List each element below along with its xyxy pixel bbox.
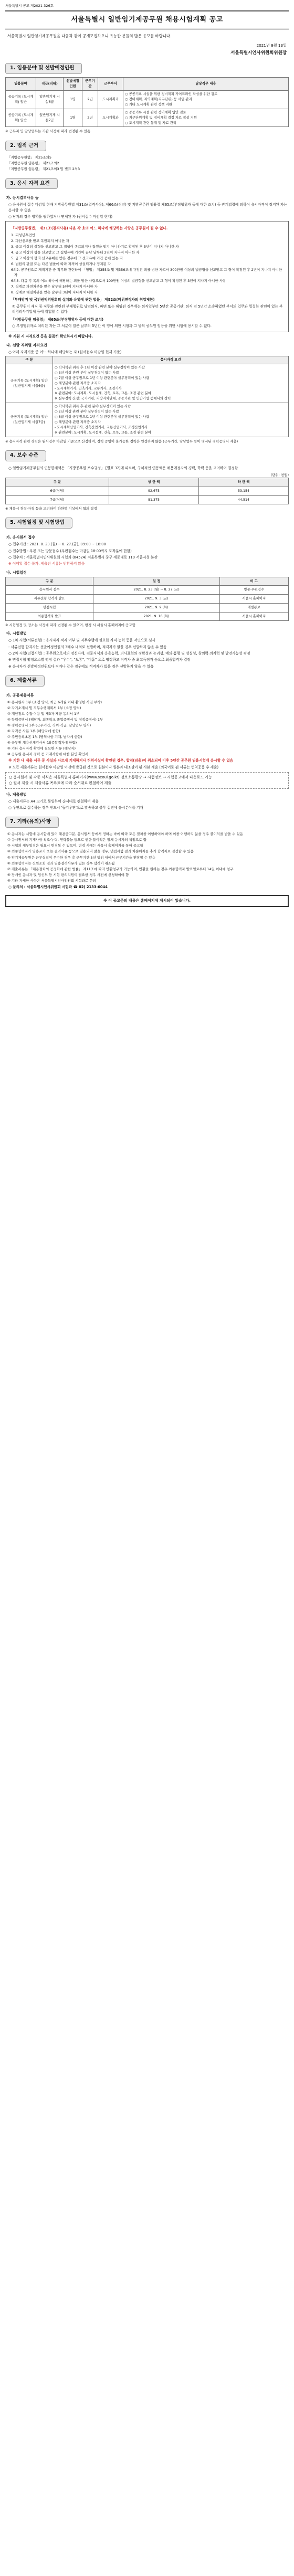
- cell-stage: 최종합격자 발표: [6, 612, 93, 621]
- list-item: 4. 금고 이상의 형을 선고받고 그 집행유예 기간이 끝난 날부터 2년이 지나지 아니한 자: [11, 250, 140, 255]
- col-header: 비 고: [219, 577, 288, 586]
- col-header: 일 정: [93, 577, 219, 586]
- paragraph: ○ 응시원서 접수 마감일 현재 지방공무원법 제31조(결격사유), 제66조(정년) 및 지방공무원 임용령 제65조(부정행위자 등에 대한 조치) 등 관계법령에 의하여 응시자격이 정지된 자는 응시할 수 없음: [8, 203, 287, 213]
- table-row: [6, 603, 289, 612]
- list-item: 6의3. 다음 각 목의 어느 하나에 해당하는 죄를 범한 사람으로서 100만원 이상의 벌금형을 선고받고 그 형이 확정된 후 3년이 지나지 아니한 사람: [11, 279, 226, 283]
- col-header: 상 한 액: [109, 478, 199, 487]
- document-page: [0, 0, 294, 914]
- col-header: 응시자격 요건: [53, 356, 289, 364]
- list-item: ⑩ 공무원 응시자 경력 등 기재사항에 대한 본인 확인서: [7, 752, 89, 757]
- list-item: ③ 개인정보 수집·이용 및 제3자 제공 동의서 1부: [7, 711, 80, 716]
- law-title: 「지방공무원법」 제31조(결격사유) 다음 각 호의 어느 하나에 해당하는 사람은 공무원이 될 수 없다.: [11, 226, 168, 231]
- section-heading: 2. 법적 근거: [5, 141, 46, 152]
- paragraph: ※ 면접시험 평정요소별 평정 결과 “우수”, “보통”, “미흡” 으로 평정하고 적격자 중 최고득점자 순으로 최종합격자 결정: [8, 658, 191, 662]
- requirements-table: [5, 356, 289, 437]
- col-header: 근무기간: [82, 78, 98, 91]
- list-item: ① 응시원서 1부 (소정 양식, 최근 6개월 이내 촬영한 사진 부착): [7, 700, 102, 704]
- section-schedule: [5, 518, 289, 669]
- list-item: 「지방공무원 임용령」 제21조의3 및 별표 2의3: [7, 167, 80, 172]
- cell-lower: 53,154: [199, 487, 289, 495]
- section-salary: [5, 450, 289, 512]
- cell-lower: 44,514: [199, 495, 289, 504]
- cell-grade: 일반임기제 시설7급: [36, 109, 64, 127]
- cell-grade: 일반임기제 시설6급: [36, 90, 64, 109]
- list-item: ⑧ 장애인 응시자 및 임신부 등 시험 편의지원이 필요한 경우 사전에 신청하여야 함: [7, 872, 129, 877]
- subheading: 다. 시험방법: [6, 631, 27, 636]
- col-header: 근무부서: [98, 78, 123, 91]
- contact-info: ○ 문의처 : 서울특별시인사위원회 시험과 ☎ 02) 2133-6044: [8, 884, 108, 889]
- subheading: 나. 선발 직위별 자격요건: [6, 343, 47, 347]
- cell-date: 2021. 9. 3.(금): [93, 595, 219, 604]
- paragraph: ① 공무원이 재직 중 직무와 관련된 부패행위로 당연퇴직, 파면 또는 해임된 경우에는 퇴직일부터 5년간 공공기관, 퇴직 전 5년간 소속하였던 부서의 업무와 밀접한 관련이 있는 부리영리사기업체 등에 취업할 수 없다.: [12, 304, 283, 314]
- salary-note: ※ 채용시 경력·자격 등을 고려하여 하한액 이상에서 협의 결정: [5, 506, 97, 511]
- list-item: ⑥ 자격증 사본 1부 (해당자에 한함): [7, 729, 60, 734]
- section-heading: 7. 기타(유의)사항: [5, 817, 59, 828]
- unit-label: (단위: 천원): [270, 473, 289, 478]
- paragraph: ○ 접수처 : 서울특별시인사위원회 시험과 (04524) 서울특별시 중구 세종대로 110 서울시청 본관: [8, 555, 158, 559]
- list-item: ④ 학력증명서 (해당자, 최종학교 졸업증명서 및 성적증명서) 1부: [7, 717, 103, 722]
- cell-count: 1명: [64, 109, 82, 127]
- title-box: [5, 10, 289, 29]
- table-row: [6, 586, 289, 595]
- table-row: [6, 612, 289, 621]
- list-item: 2. 파산선고를 받고 복권되지 아니한 자: [11, 238, 69, 243]
- col-header: 하 한 액: [199, 478, 289, 487]
- requirements-note: ※ 응시자격 관련 경력은 원서접수 마감일 기준으로 산정하며, 경력 증명이 불가능한 경력은 인정하지 않음 (근무기간, 담당업무 등이 명시된 경력증명서 제출): [5, 439, 238, 444]
- list-item: ⑤ 경력증명서 1부 (근무기간, 직위·직급, 담당업무 명시): [7, 723, 91, 728]
- list-item: 3. 금고 이상의 실형을 선고받고 그 집행이 종료되거나 집행을 받지 아니하기로 확정된 후 5년이 지나지 아니한 자: [11, 244, 179, 249]
- col-header: 구 분: [6, 577, 93, 586]
- list-item: 5. 금고 이상의 형의 선고유예를 받은 경우에 그 선고유예 기간 중에 있는 자: [11, 256, 123, 260]
- law-title: 「부패방지 및 국민권익위원회의 설치와 운영에 관한 법률」 제82조(비위면직자의 취업제한): [11, 298, 155, 302]
- section-heading: 1. 임용분야 및 선발예정인원: [5, 63, 82, 74]
- page-title: 서울특별시 일반임기제공무원 채용시험계획 공고: [71, 16, 223, 24]
- positions-table: [5, 77, 289, 127]
- positions-note: ※ 근무지 및 담당업무는 기관 사정에 따라 변경될 수 있음: [5, 129, 91, 134]
- cell-dept: 도시계획과: [98, 90, 123, 109]
- cell-remark: 서울시 홈페이지: [219, 612, 288, 621]
- paragraph: ※ 응시자가 선발예정인원보다 적거나 같은 경우에도 적격자가 없을 경우 선발하지 않을 수 있음: [8, 664, 154, 669]
- list-item: 8. 징계로 해임처분을 받은 날부터 3년이 지나지 아니한 자: [11, 290, 98, 295]
- paragraph: ○ 접수기간 : 2021. 8. 23.(월) ~ 8. 27.(금), 09:00 ~ 18:00: [8, 542, 106, 547]
- list-item: ④ 최종합격자가 임용포기 또는 결격사유 등으로 임용되지 않을 경우, 면접시험 결과 차순위자를 추가 합격자로 결정할 수 있음: [7, 849, 194, 854]
- section-heading: 3. 응시 자격 요건: [5, 178, 58, 189]
- list-item: ③ 시험의 세부일정은 필요시 변경될 수 있으며, 변경 시에는 서울시 홈페이지를 통해 공고함: [7, 843, 143, 848]
- list-item: ① 응시자는 시험에 응시함에 있어 채용공고문, 응시원서 등에서 정하는 바에 따라 모든 절차를 이행하여야 하며 이를 이행하지 않을 경우 불이익을 받을 수 있음: [7, 832, 243, 837]
- col-header: 구 분: [6, 356, 53, 364]
- cell-date: 2021. 9. 9.(목): [93, 603, 219, 612]
- cell-remark: 개별통보: [219, 603, 288, 612]
- paragraph: ○ 제출서류는 A4 크기로 통일하여 순서대로 편철하여 제출: [8, 799, 99, 804]
- table-row: [6, 90, 289, 109]
- paragraph: ○ 1차 시험(서류전형) : 응시자격 적격 여부 및 직무수행에 필요한 자격·능력 등을 서면으로 심사: [8, 638, 155, 643]
- cell-duty: ○ 공공기록 시설을 위한 정비계획 가이드라인 작성을 위한 검토 ○ 정비계획, 지역계획(지구단위) 등 사업 관리 ○ 기타 도시계획 관련 정책 지원: [123, 90, 289, 109]
- paragraph: ○ 우편으로 접수하는 경우 반드시 '등기우편'으로 발송하고 봉투 겉면에 응시분야를 기재: [8, 806, 143, 810]
- cell-requirements: ○ 학사학위 취득 후 관련 분야 실무경력이 있는 사람 ○ 2년 이상 관련 분야 실무경력이 있는 사람 ○ 8급 이상 공무원으로 1년 이상 관련분야 실무경력이 있는 사람 ○ 해당분야 관련 자격증 소지자 - 도시계획산업기사, 건축산업기사, 교통산업기사, 조경산업기사 ※ 관련분야: 도시계획, 도시설계, 건축, 토목, 교통, 조경 관련 분야: [53, 403, 289, 437]
- cell-duty: ○ 공공기록 시설 관련 정비계획 입안 검토 ○ 지구단위계획 및 정비계획 결정 자료 작성 지원 ○ 도시계획 관련 통계 및 자료 관리: [123, 109, 289, 127]
- law-title: 「지방공무원 임용령」 제65조(부정행위자 등에 대한 조치): [11, 317, 104, 322]
- col-header: 선발예정인원: [64, 78, 82, 91]
- section-positions: [5, 63, 289, 134]
- paragraph: ※ 모든 제출서류는 원서접수 마감일 이전에 발급된 것으로 원본이나 원본과 대조필이 된 사본 제출 (외국어로 된 서류는 번역공증 후 제출): [8, 765, 219, 769]
- cell-upper: 81,375: [109, 495, 199, 504]
- forms-info-box: ○ 응시원서 및 각종 서식은 서울특별시 홈페이지(www.seoul.go.kr) 정보소통광장 → 시험정보 → 시험공고에서 다운로드 가능 ○ 원서 제출 시 제출서류 목록표에 따라 순서대로 편철하여 제출: [5, 772, 289, 789]
- list-item: 6의2. 공무원으로 재직기간 중 직무와 관련하여 「형법」 제355조 및 제356조에 규정된 죄를 범한 자로서 300만원 이상의 벌금형을 선고받고 그 형이 확정된 후 2년이 지나지 아니한 자: [11, 268, 282, 278]
- announcement-date: 2021년 8월 13일: [256, 43, 287, 48]
- cell-period: 2년: [82, 109, 98, 127]
- notes-list: [5, 831, 289, 883]
- legal-list: [5, 155, 289, 172]
- subheading: 나. 제출방법: [6, 792, 27, 797]
- schedule-table: [5, 577, 289, 621]
- cell-name: 공공기록 (도시계획) 일반 (일반임기제 시설6급): [6, 364, 53, 403]
- announcement-ref: 서울특별시 공고 제2021-326호: [5, 4, 54, 8]
- paragraph: ○ 부정행위자로 처리된 자는 그 처분이 있은 날부터 5년간 이 영에 의한 시험과 그 밖의 공무원 임용을 위한 시험에 응시할 수 없다.: [12, 323, 212, 328]
- paragraph: ○ 2차 시험(면접시험) : 공무원으로서의 정신자세, 전문지식과 응용능력, 의사표현의 정확성과 논리성, 예의·품행 및 성실성, 창의력·의지력 및 발전가능성 평정: [8, 651, 250, 656]
- section-notes: [5, 817, 289, 907]
- warning-text: ※ 기한 내 제출 서류 중 사실과 다르게 기재하거나 허위사실이 확인된 경우, 합격(임용)이 취소되며 이후 5년간 공무원 임용시험에 응시할 수 없음: [8, 758, 234, 763]
- table-row: [6, 403, 289, 437]
- section-heading: 5. 시험일정 및 시험방법: [5, 518, 72, 529]
- list-item: ⑦ 주민등록초본 1부 (병역사항 기재, 남자에 한함): [7, 735, 82, 740]
- list-item: ② 응시원서의 기재사항 착오·누락, 연락불능 등으로 인한 불이익은 일체 응시자의 책임으로 함: [7, 838, 147, 842]
- cell-name: 공공기록 (도시계획) 일반 (일반임기제 시설7급): [6, 403, 53, 437]
- list-item: 1. 피성년후견인: [11, 233, 35, 237]
- schedule-note: ※ 시험일정 및 장소는 사정에 따라 변경될 수 있으며, 변경 시 서울시 홈페이지에 공고함: [5, 623, 135, 628]
- list-item: 「지방공무원법」 제25조의5: [7, 155, 51, 160]
- cell-stage: 응시원서 접수: [6, 586, 93, 595]
- cell-period: 2년: [82, 90, 98, 109]
- cell-date: 2021. 8. 23.(월) ~ 8. 27.(금): [93, 586, 219, 595]
- salary-table: [5, 478, 289, 504]
- paragraph: ○ 남자의 경우 병역을 필하였거나 면제된 자 (원서접수 마감일 현재): [8, 215, 113, 219]
- list-item: ⑥ 최종합격자는 신원조회 결과 임용결격사유가 있는 경우 합격이 취소됨: [7, 861, 115, 865]
- cell-remark: 서울시 홈페이지: [219, 595, 288, 604]
- col-header: 임용분야: [6, 78, 36, 91]
- cell-requirements: ○ 학사학위 취득 후 1년 이상 관련 분야 실무경력이 있는 사람 ○ 3년 이상 관련 분야 실무경력이 있는 사람 ○ 7급 이상 공무원으로 1년 이상 관련분야 실무경력이 있는 사람 ○ 해당분야 관련 자격증 소지자 - 도시계획기사, 건축기사, 교통기사, 조경기사 ※ 관련분야: 도시계획, 도시설계, 건축, 토목, 교통, 조경 관련 분야 ※ 실무경력 산정: 국가기관, 지방자치단체, 공공기관 및 민간기업 등에서의 경력: [53, 364, 289, 403]
- list-item: ② 자기소개서 및 직무수행계획서 1부 (소정 양식): [7, 705, 81, 710]
- list-item: ⑧ 공무원 채용신체검사서 (최종합격자에 한함): [7, 741, 77, 745]
- col-header: 구 분: [6, 478, 109, 487]
- list-item: 6. 법원의 판결 또는 다른 법률에 따라 자격이 상실되거나 정지된 자: [11, 262, 111, 267]
- list-item: 「지방공무원 임용령」 제21조의2: [7, 161, 59, 166]
- paragraph: - 서류전형 합격자는 선발예정인원의 3배수 내외로 선발하며, 적격자가 없을 경우 선발하지 않을 수 있음: [8, 645, 167, 649]
- subheading: 가. 응시원서 접수: [6, 535, 35, 540]
- table-row: [6, 495, 289, 504]
- paragraph: ○ 아래 자격기준 중 어느 하나에 해당하는 자 (원서접수 마감일 현재 기준): [8, 350, 122, 354]
- cell-upper: 92,675: [109, 487, 199, 495]
- cell-stage: 서류전형 합격자 발표: [6, 595, 93, 604]
- table-row: [6, 109, 289, 127]
- section-eligibility: [5, 178, 289, 444]
- intro-text: 서울특별시 일반임기제공무원을 다음과 같이 공개모집하오니 유능한 분들의 많은 응모를 바랍니다.: [7, 34, 172, 39]
- section-heading: 6. 제출서류: [5, 675, 45, 687]
- paragraph: ○ 접수방법 : 우편 또는 방문접수 (우편접수는 마감일 18:00까지 도착분에 한함): [8, 548, 132, 553]
- cell-count: 1명: [64, 90, 82, 109]
- list-item: ⑤ 임기제공무원은 근무실적이 우수한 경우 총 근무기간 5년 범위 내에서 근무기간을 연장할 수 있음: [7, 855, 155, 860]
- subheading: 나. 시험일정: [6, 570, 27, 575]
- list-item: 7. 징계로 파면처분을 받은 날부터 5년이 지나지 아니한 자: [11, 284, 98, 289]
- col-header: 담당직무 내용: [123, 78, 289, 91]
- law-list: [9, 233, 285, 295]
- table-row: [6, 487, 289, 495]
- section-documents: [5, 675, 289, 810]
- cell-grade: 6급(상당): [6, 487, 109, 495]
- list-item: ⑨ 기타 자세한 사항은 서울특별시인사위원회 시험과로 문의: [7, 878, 96, 883]
- paragraph: ※ 지원 시 자격요건 등을 꼼꼼히 확인하시기 바랍니다.: [8, 334, 93, 339]
- list-item: ⑦ 제출서류는 「채용절차의 공정화에 관한 법률」 제11조에 따라 반환청구가 가능하며, 반환을 원하는 경우 최종합격자 발표일로부터 14일 이내에 청구: [7, 867, 234, 871]
- table-row: [6, 595, 289, 604]
- issuing-org: 서울특별시인사위원회위원장: [230, 50, 287, 56]
- section-legal-basis: [5, 141, 289, 172]
- cell-grade: 7급(상당): [6, 495, 109, 504]
- law-box: [5, 221, 289, 332]
- cell-stage: 면접시험: [6, 603, 93, 612]
- subheading: 가. 공통제출서류: [6, 693, 34, 698]
- section-heading: 4. 보수 수준: [5, 450, 46, 461]
- cell-date: 2021. 9. 16.(목): [93, 612, 219, 621]
- cell-dept: 도시계획과: [98, 109, 123, 127]
- paragraph: ○ 일반임기제공무원의 연봉한계액은 「지방공무원 보수규정」 [별표 32]에 따르며, 구체적인 연봉액은 채용예정자의 경력, 학력 등을 고려하여 결정함: [8, 466, 238, 470]
- paragraph: ※ 이메일 접수 불가, 제출된 서류는 반환하지 않음: [8, 562, 85, 566]
- cell-remark: 방문·우편접수: [219, 586, 288, 595]
- subheading: 가. 응시결격사유 등: [6, 196, 39, 200]
- cell-field: 공공기록 (도시계획) 일반: [6, 109, 36, 127]
- list-item: ⑨ 기타 응시자격 확인에 필요한 서류 (해당자): [7, 746, 76, 751]
- col-header: 직급(직위): [36, 78, 64, 91]
- cell-field: 공공기록 (도시계획) 일반: [6, 90, 36, 109]
- documents-list: [5, 700, 289, 757]
- table-row: [6, 364, 289, 403]
- footer-notice: ※ 이 공고문의 내용은 홈페이지에 게시되어 있습니다.: [5, 895, 289, 907]
